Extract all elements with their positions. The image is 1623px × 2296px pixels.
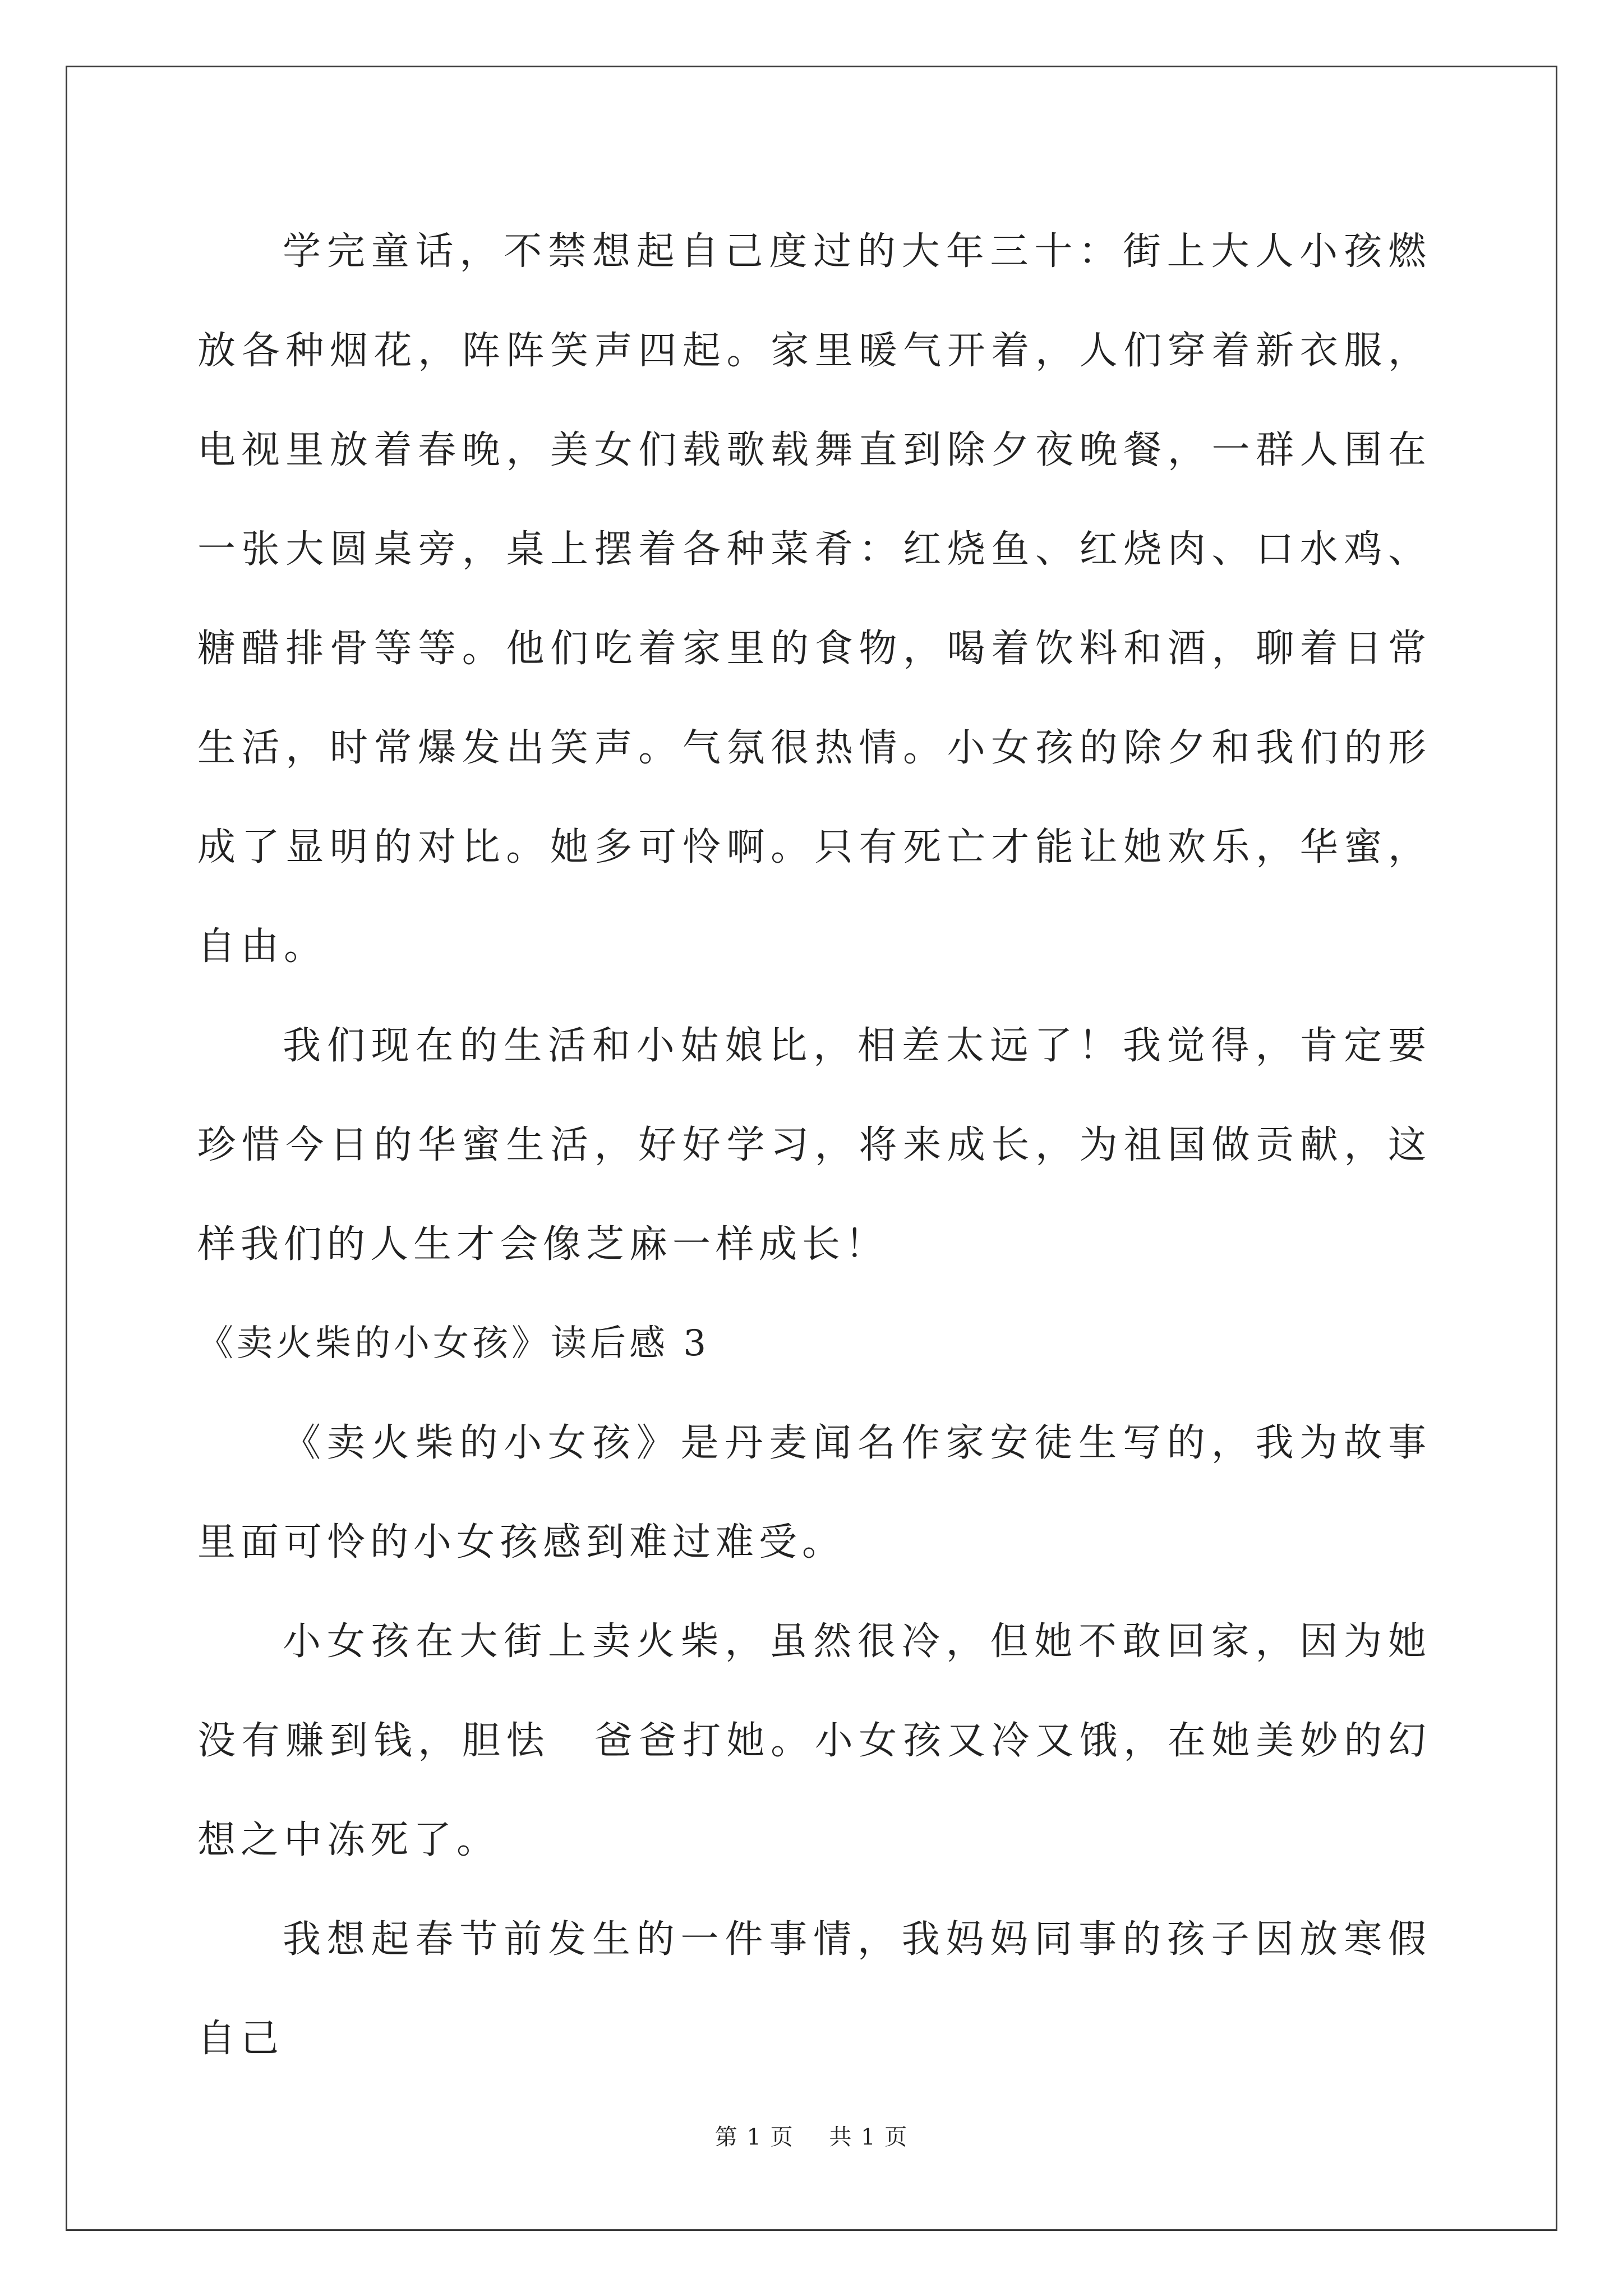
paragraph-1: 学完童话，不禁想起自己度过的大年三十：街上大人小孩燃放各种烟花，阵阵笑声四起。家里暖气开着，人们穿着新衣服，电视里放着春晚，美女们载歌载舞直到除夕夜晚餐，一群人围在一张大圆桌旁，桌上摆着各种菜肴：红烧鱼、红烧肉、口水鸡、糖醋排骨等等。他们吃着家里的食物，喝着饮料和酒，聊着日常生活，时常爆发出笑声。气氛很热情。小女孩的除夕和我们的形成了显明的对比。她多可怜啊。只有死亡才能让她欢乐，华蜜，自由。 <box>197 229 1431 969</box>
paragraph-3: 《卖火柴的小女孩》是丹麦闻名作家安徒生写的，我为故事里面可怜的小女孩感到难过难受。 <box>197 1421 1431 1565</box>
document-body <box>197 202 1431 2088</box>
section-heading: 《卖火柴的小女孩》读后感 3 <box>197 1323 710 1364</box>
page-number: 第 1 页 <box>714 2124 794 2150</box>
paragraph-5: 我想起春节前发生的一件事情，我妈妈同事的孩子因放寒假自己 <box>197 1917 1431 2061</box>
paragraph-4: 小女孩在大街上卖火柴，虽然很冷，但她不敢回家，因为她没有赚到钱，胆怯 爸爸打她。小女孩又冷又饿，在她美妙的幻想之中冻死了。 <box>197 1619 1431 1862</box>
page-total: 共 1 页 <box>829 2124 909 2150</box>
page-footer <box>0 2119 1623 2151</box>
paragraph-2: 我们现在的生活和小姑娘比，相差太远了！我觉得，肯定要珍惜今日的华蜜生活，好好学习，将来成长，为祖国做贡献，这样我们的人生才会像芝麻一样成长！ <box>197 1024 1431 1267</box>
